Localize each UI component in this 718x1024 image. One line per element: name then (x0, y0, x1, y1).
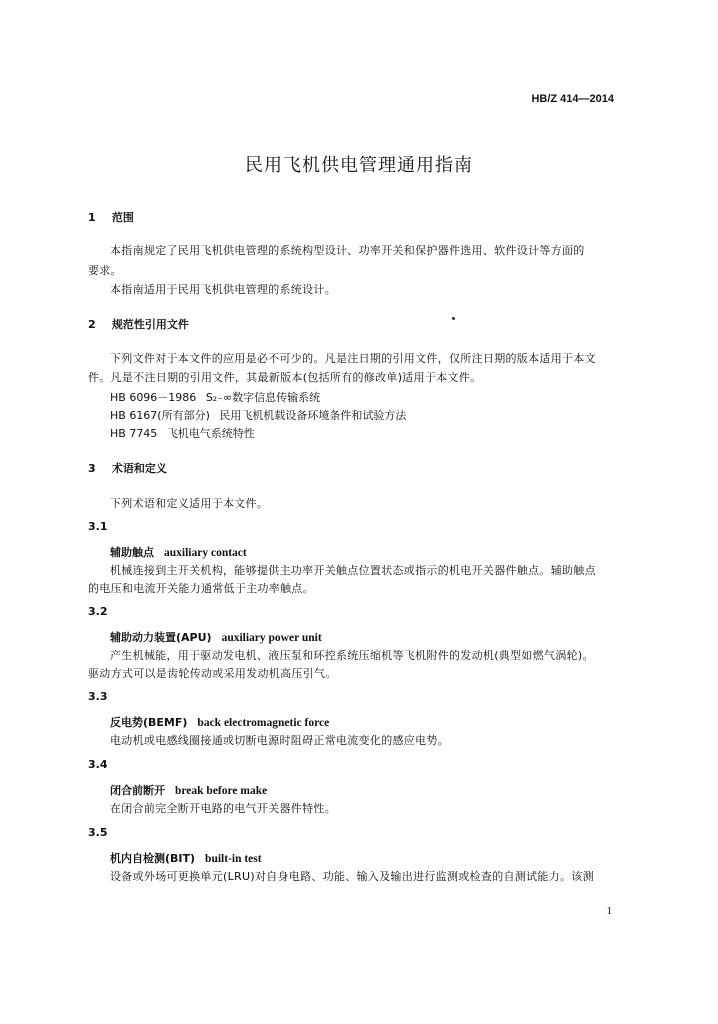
term-chinese: 辅助动力装置(APU) (110, 631, 212, 644)
reference-title: 民用飞机机载设备环境条件和试验方法 (219, 409, 407, 422)
paragraph-line: 本指南规定了民用飞机供电管理的系统构型设计、功率开关和保护器件选用、软件设计等方面的 (110, 244, 585, 257)
term-chinese: 机内自检测(BIT) (110, 852, 196, 865)
term-english: auxiliary power unit (221, 632, 322, 644)
term-chinese: 辅助触点 (110, 546, 154, 559)
definition-line: 电动机或电感线圈接通或切断电源时阻碍正常电流变化的感应电势。 (110, 734, 449, 747)
term-chinese: 反电势(BEMF) (110, 716, 188, 729)
reference-title: 飞机电气系统特性 (166, 427, 255, 440)
paragraph-line: 件。凡是不注日期的引用文件，其最新版本(包括所有的修改单)适用于本文件。 (88, 371, 482, 384)
term-english: break before make (175, 785, 268, 797)
section-number: 2 (88, 318, 96, 331)
reference-code: HB 6096－1986 (110, 391, 197, 404)
reference-title: S₂₋∞数字信息传输系统 (205, 391, 321, 404)
paragraph-line: 下列文件对于本文件的应用是必不可少的。凡是注日期的引用文件，仅所注日期的版本适用于本文 (110, 352, 596, 365)
clause-number: 3.1 (88, 520, 108, 533)
section-1-heading (88, 209, 134, 225)
clause-number: 3.3 (88, 690, 108, 703)
definition-line: 机械连接到主开关机构，能够提供主功率开关触点位置状态或指示的机电开关器件触点。辅助触点 (110, 564, 596, 577)
reference-code: HB 6167(所有部分) (110, 409, 210, 422)
reference-item (110, 407, 406, 423)
definition-line: 驱动方式可以是齿轮传动或采用发动机高压引气。 (88, 667, 337, 680)
definition-line: 在闭合前完全断开电路的电气开关器件特性。 (110, 802, 336, 815)
section-title: 范围 (111, 211, 134, 224)
term-heading (110, 629, 322, 645)
document-title: 民用飞机供电管理通用指南 (245, 155, 473, 176)
term-chinese: 闭合前断开 (110, 784, 165, 797)
term-english: back electromagnetic force (197, 717, 330, 729)
clause-number: 3.5 (88, 826, 108, 839)
term-heading (110, 850, 262, 866)
clause-number: 3.2 (88, 605, 108, 618)
definition-line: 的电压和电流开关能力通常低于主功率触点。 (88, 582, 314, 595)
definition-line: 设备或外场可更换单元(LRU)对自身电路、功能、输入及输出进行监测或检查的自测试能力。该测 (110, 870, 594, 883)
section-number: 3 (88, 462, 96, 475)
section-number: 1 (88, 211, 96, 224)
term-english: built-in test (205, 853, 262, 865)
paragraph-line: 本指南适用于民用飞机供电管理的系统设计。 (110, 283, 336, 296)
page-number: 1 (606, 905, 612, 917)
paragraph-line: 下列术语和定义适用于本文件。 (110, 497, 269, 510)
speck-mark (452, 317, 455, 320)
clause-number: 3.4 (88, 758, 108, 771)
term-heading (110, 782, 267, 798)
reference-item (110, 389, 320, 405)
term-heading (110, 544, 247, 560)
term-english: auxiliary contact (164, 547, 247, 559)
reference-code: HB 7745 (110, 427, 158, 440)
section-2-heading (88, 316, 189, 332)
section-3-heading (88, 460, 167, 476)
term-heading (110, 714, 329, 730)
paragraph-line: 要求。 (88, 264, 122, 277)
section-title: 规范性引用文件 (111, 318, 189, 331)
section-title: 术语和定义 (111, 462, 167, 475)
definition-line: 产生机械能，用于驱动发电机、液压泵和环控系统压缩机等飞机附件的发动机(典型如燃气涡轮)。 (110, 649, 594, 662)
standard-number: HB/Z 414—2014 (531, 93, 614, 105)
reference-item (110, 425, 255, 441)
